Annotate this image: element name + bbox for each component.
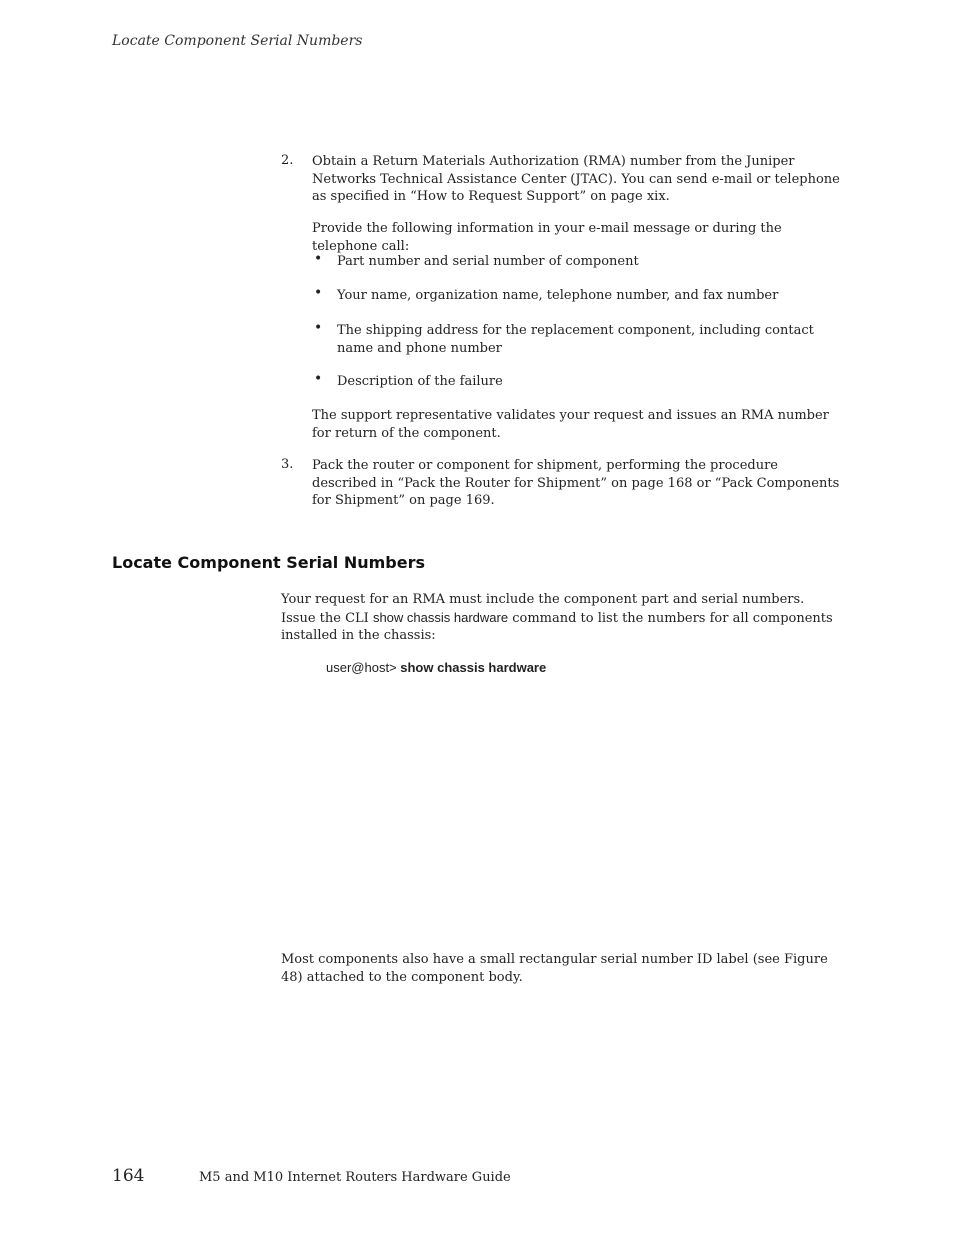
intro-text: Your request for an RMA must include the component part and serial numbers. Issue the CLI [281, 592, 805, 626]
list-item [312, 253, 832, 271]
provide-info-paragraph: Provide the following information in your e-mail message or during the telephone call: [312, 221, 782, 254]
bullet-icon: • [314, 371, 323, 387]
step-2 [281, 153, 841, 206]
list-item [312, 373, 832, 391]
intro-text: command to list the numbers for all components installed in the chassis: [281, 610, 833, 643]
inline-command: show chassis hardware [372, 609, 509, 625]
bullet-icon: • [314, 320, 323, 336]
step-text: Obtain a Return Materials Authorization (RMA) number from the Juniper Networks Technical Assistance Center (JTAC). You can send e-mail or telephone as specified in “How to Request Support” on page xix. [312, 154, 840, 204]
cli-command-example [326, 660, 546, 675]
rma-validation-paragraph: The support representative validates your request and issues an RMA number for return of the component. [312, 408, 829, 441]
step-number: 3. [281, 457, 294, 472]
list-item-text: Description of the failure [337, 374, 503, 389]
cli-command: show chassis hardware [400, 660, 547, 675]
bullet-icon: • [314, 251, 323, 267]
list-item-text: Part number and serial number of component [337, 254, 639, 269]
page-number: 164 [112, 1166, 145, 1186]
section-heading: Locate Component Serial Numbers [112, 553, 426, 572]
list-item-text: The shipping address for the replacement component, including contact name and phone number [337, 323, 814, 356]
step-number: 2. [281, 153, 294, 168]
cli-prompt: user@host> [326, 660, 401, 675]
step-3 [281, 457, 841, 510]
running-head: Locate Component Serial Numbers [112, 33, 363, 49]
intro-paragraph [281, 591, 833, 645]
serial-label-paragraph: Most components also have a small rectangular serial number ID label (see Figure 48) attached to the component body. [281, 952, 828, 985]
list-item [312, 287, 832, 305]
list-item-text: Your name, organization name, telephone number, and fax number [337, 288, 779, 303]
footer-title: M5 and M10 Internet Routers Hardware Guide [199, 1170, 511, 1185]
bullet-icon: • [314, 285, 323, 301]
step-text: Pack the router or component for shipment, performing the procedure described in “Pack the Router for Shipment” on page 168 or “Pack Components for Shipment” on page 169. [312, 458, 840, 508]
list-item [312, 322, 832, 357]
